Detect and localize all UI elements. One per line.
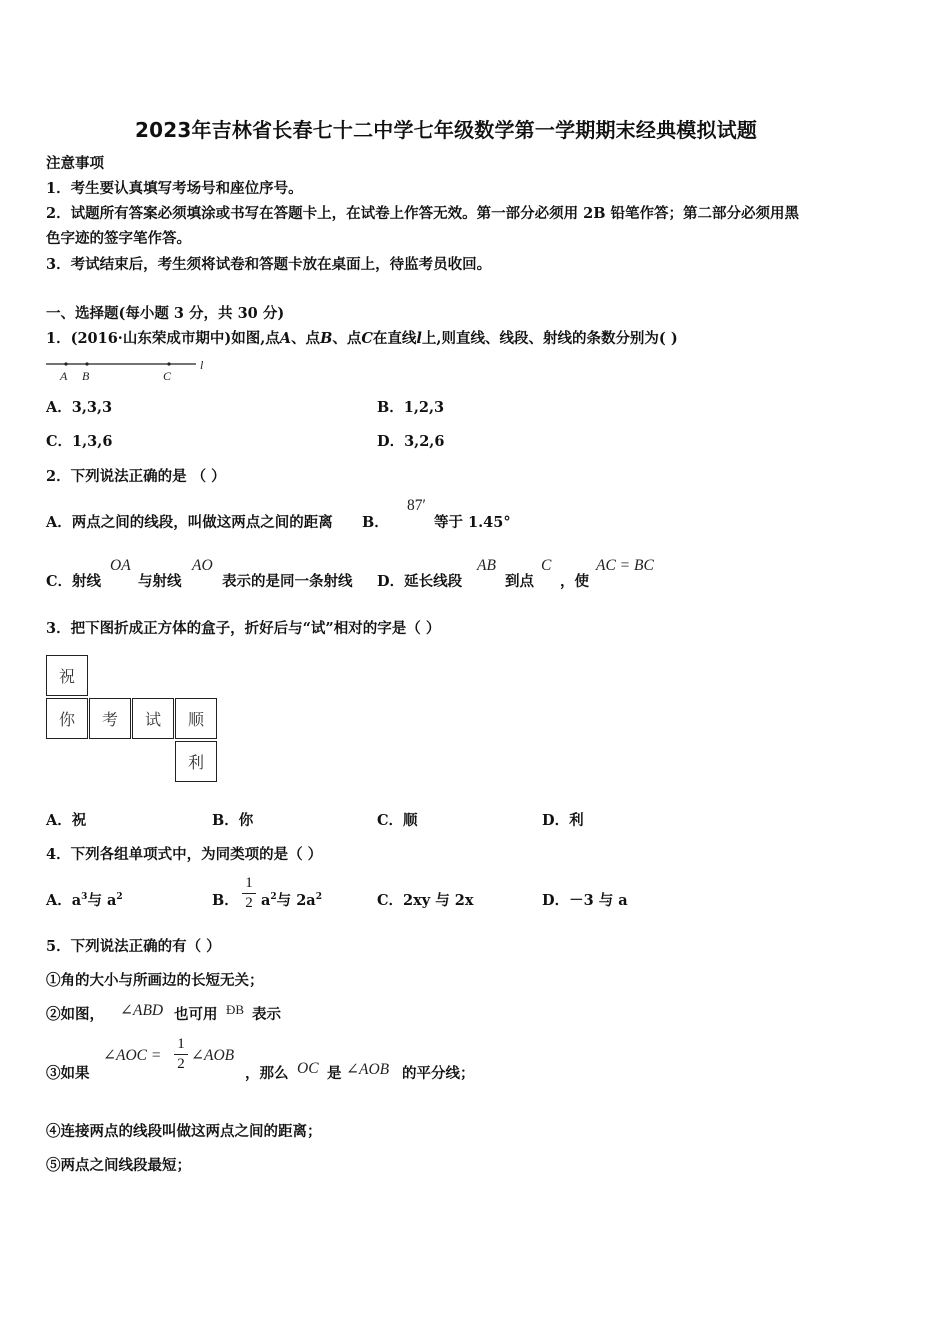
q5-statement-3-d: 的平分线；	[402, 1065, 475, 1082]
q2-option-c-ray-oa: OA	[110, 557, 131, 574]
q3-option-b: B．你	[212, 812, 254, 829]
q2-option-c-text: 表示的是同一条射线	[222, 573, 353, 590]
q4-option-b-fraction	[242, 875, 256, 912]
q5-angle-aob-2: ∠AOB	[346, 1061, 390, 1078]
q1-text: 上,则直线、线段、射线的条数分别为( )	[421, 330, 678, 347]
q2-option-d-text: 到点	[505, 573, 534, 590]
q4-option-a-exp: 3	[81, 892, 88, 902]
page-title: 2023年吉林省长春七十二中学七年级数学第一学期期末经典模拟试题	[135, 118, 758, 142]
q5-statement-3-a: ③如果	[46, 1065, 90, 1082]
q4-option-b-exp: 2	[270, 892, 277, 902]
q5-statement-3-c: 是	[327, 1065, 342, 1082]
section-heading: 一、选择题(每小题 3 分，共 30 分)	[46, 305, 285, 322]
q2-option-b-math: 87′	[407, 497, 426, 514]
q1-option-b: B．1,2,3	[377, 399, 445, 416]
fraction-denominator: 2	[177, 1056, 185, 1072]
q1-point-a-dot	[64, 362, 67, 365]
q4-option-d: D．－3 与 a	[542, 892, 628, 909]
q4-option-a-label: A．	[46, 892, 72, 909]
q5-angle-abd: ∠ABD	[120, 1002, 164, 1019]
q2-option-c-text: 与射线	[138, 573, 182, 590]
notice-item: 2．试题所有答案必须填涂或书写在答题卡上，在试卷上作答无效。第一部分必须用 2B 铅笔作答；第二部分必须用黑	[46, 205, 800, 222]
q2-option-a: A．两点之间的线段，叫做这两点之间的距离	[46, 514, 333, 531]
q5-statement-2-a: ②如图，	[46, 1006, 104, 1023]
q5-angle-b: ÐB	[226, 1002, 245, 1017]
q2-option-b-text: 等于 1.45°	[434, 514, 511, 531]
q1-option-c: C．1,3,6	[46, 433, 113, 450]
q1-option-d: D．3,2,6	[377, 433, 445, 450]
q3-option-d: D．利	[542, 812, 584, 829]
net-cell-top: 祝	[46, 655, 88, 696]
q1-option-a: A．3,3,3	[46, 399, 113, 416]
q5-fraction-half	[174, 1036, 188, 1073]
q1-point-a: A	[279, 330, 292, 347]
q1-text: 如图,点	[231, 330, 280, 347]
q2-option-d-point: C	[541, 557, 552, 574]
fraction-bar	[174, 1054, 188, 1055]
q2-option-c-label: C．射线	[46, 573, 102, 590]
q4-option-a-term: 与 a	[87, 892, 117, 909]
q5-statement-2-c: 表示	[252, 1006, 281, 1023]
q4-option-c: C．2xy 与 2x	[377, 892, 474, 909]
q4-option-a-term: a	[71, 892, 82, 909]
fraction-numerator: 1	[177, 1036, 185, 1052]
q4-option-b-term: a	[261, 892, 271, 909]
q3-option-a: A．祝	[46, 812, 87, 829]
question-5-stem: 5．下列说法正确的有（ ）	[46, 938, 221, 955]
fraction-numerator: 1	[245, 875, 253, 891]
q4-option-b-term: 与 2a	[276, 892, 316, 909]
q5-statement-4: ④连接两点的线段叫做这两点之间的距离；	[46, 1123, 322, 1140]
q2-option-d-label: D．延长线段	[377, 573, 463, 590]
q3-option-c: C．顺	[377, 812, 418, 829]
question-2-stem: 2．下列说法正确的是 （ ）	[46, 468, 226, 485]
q4-option-b-label: B．	[212, 892, 239, 909]
net-cell: 试	[132, 698, 174, 739]
notice-item: 色字迹的签字笔作答。	[46, 230, 191, 247]
q5-ray-oc: OC	[297, 1060, 319, 1077]
q1-label-b: B	[82, 369, 90, 383]
net-cell: 顺	[175, 698, 217, 739]
q1-label-l: l	[200, 358, 204, 372]
q1-line-l: l	[416, 330, 422, 347]
net-cell-bottom: 利	[175, 741, 217, 782]
q4-option-b-exp: 2	[315, 892, 322, 902]
q5-statement-5: ⑤两点之间线段最短；	[46, 1157, 191, 1174]
q5-statement-1: ①角的大小与所画边的长短无关；	[46, 972, 264, 989]
q1-point-c-dot	[167, 362, 170, 365]
q1-text: 、点	[291, 330, 321, 347]
notice-item: 3．考试结束后，考生须将试卷和答题卡放在桌面上，待监考员收回。	[46, 256, 492, 273]
q1-line-figure	[44, 355, 214, 385]
question-3-stem: 3．把下图折成正方体的盒子，折好后与“试”相对的字是（ ）	[46, 620, 441, 637]
question-1-stem	[46, 327, 678, 348]
fraction-bar	[242, 893, 256, 894]
net-cell: 考	[89, 698, 131, 739]
q1-number: 1．	[46, 330, 71, 347]
fraction-denominator: 2	[245, 895, 253, 911]
q2-option-c-ray-ao: AO	[192, 557, 213, 574]
q4-option-b-terms	[261, 889, 322, 910]
q1-text: 在直线	[372, 330, 417, 347]
q1-text: 、点	[332, 330, 362, 347]
q5-angle-aob: ∠AOB	[191, 1047, 235, 1064]
q5-statement-2-b: 也可用	[174, 1006, 218, 1023]
q2-option-d-segment: AB	[477, 557, 496, 574]
q2-option-d-text: ，使	[560, 573, 589, 590]
question-4-stem: 4．下列各组单项式中，为同类项的是（ ）	[46, 846, 323, 863]
q1-point-b-dot	[85, 362, 88, 365]
q4-option-a-exp: 2	[116, 892, 123, 902]
notice-heading: 注意事项	[46, 155, 104, 172]
q5-statement-3-b: ，那么	[245, 1065, 289, 1082]
q1-point-b: B	[320, 330, 333, 347]
q1-label-c: C	[163, 369, 172, 383]
q4-option-a	[46, 889, 123, 910]
q1-point-c: C	[361, 330, 373, 347]
q2-option-d-equation: AC = BC	[596, 557, 654, 574]
notice-item: 1．考生要认真填写考场号和座位序号。	[46, 180, 303, 197]
q1-label-a: A	[60, 369, 68, 383]
q2-option-b-label: B．	[362, 514, 389, 531]
q1-source: (2016·山东荣成市期中)	[70, 330, 232, 347]
net-cell: 你	[46, 698, 88, 739]
q5-angle-aoc-eq: ∠AOC =	[103, 1047, 162, 1064]
